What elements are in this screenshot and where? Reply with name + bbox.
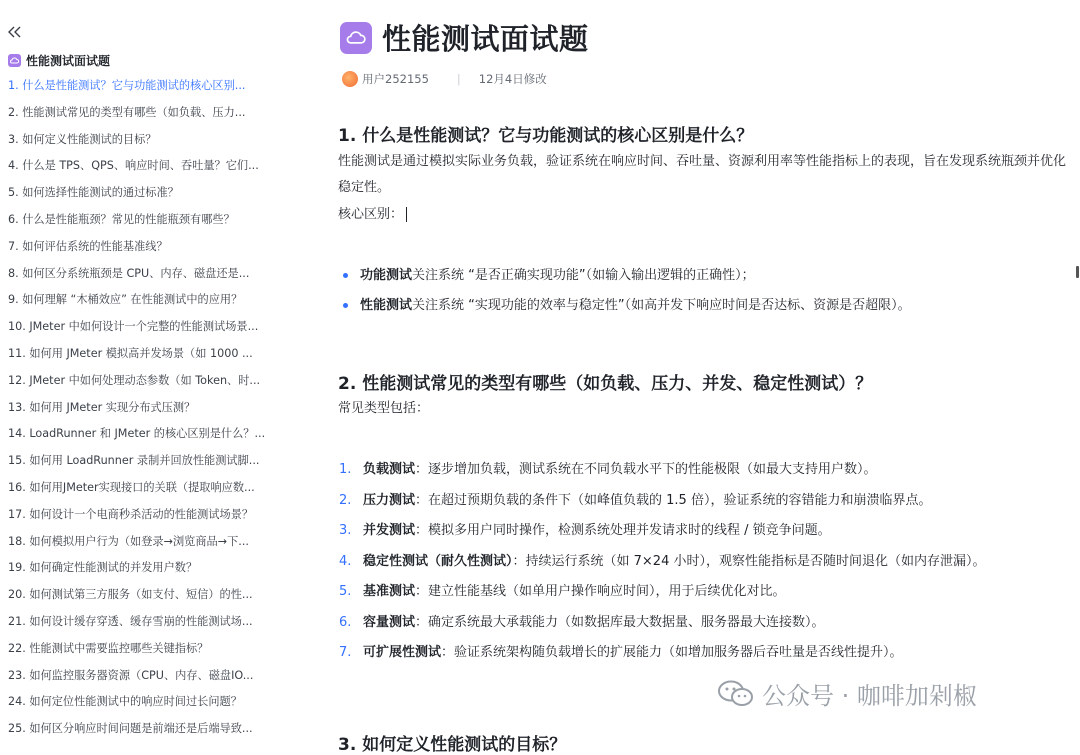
list-item[interactable] (338, 261, 1073, 291)
outline-item[interactable]: 12. JMeter 中如何处理动态参数（如 Token、时... (8, 373, 261, 387)
list-item[interactable] (338, 608, 1068, 639)
outline-root[interactable] (8, 51, 110, 69)
outline-item[interactable]: 10. JMeter 中如何设计一个完整的性能测试场景... (8, 320, 259, 334)
outline-item[interactable]: 5. 如何选择性能测试的通过标准？ (8, 186, 179, 200)
wechat-icon (716, 679, 756, 709)
item-text: ：持续运行系统（如 7×24 小时），观察性能指标是否随时间退化（如内存泄漏）。 (512, 553, 986, 569)
list-item[interactable] (338, 638, 1068, 669)
list-number: 5. (339, 584, 352, 599)
meta-divider: | (456, 72, 461, 86)
author-name[interactable]: 用户252155 (362, 72, 429, 86)
watermark-text: 公众号 · 咖啡加剁椒 (762, 682, 977, 710)
item-text: ：模拟多用户同时操作，检测系统处理并发请求时的线程 / 锁竞争问题。 (415, 523, 831, 538)
bullet-dot (343, 303, 348, 308)
section-1-paragraph[interactable]: 性能测试是通过模拟实际业务负载，验证系统在响应时间、吞吐量、资源利用率等性能指标上的表现，旨在发现系统瓶颈并优化稳定性。 (338, 154, 1067, 195)
cloud-doc-icon[interactable] (340, 22, 372, 54)
list-item[interactable] (338, 455, 1068, 486)
outline-item[interactable]: 2. 性能测试常见的类型有哪些（如负载、压力... (8, 105, 246, 119)
list-number: 4. (339, 553, 352, 569)
item-text: ：在超过预期负载的条件下（如峰值负载的 1.5 倍），验证系统的容错能力和崩溃临界点。 (415, 492, 932, 508)
section-1-bullets (338, 261, 1073, 321)
doc-meta (342, 71, 547, 87)
section-2-intro[interactable]: 常见类型包括： (338, 401, 430, 416)
item-term: 基准测试 (363, 584, 416, 599)
outline-item[interactable]: 24. 如何定位性能测试中的响应时间过长问题？ (8, 695, 242, 709)
item-term: 并发测试 (363, 523, 416, 538)
core-diff-line[interactable] (338, 202, 1068, 228)
list-number: 2. (339, 492, 352, 508)
bullet-term: 性能测试 (360, 298, 413, 313)
outline-item[interactable]: 9. 如何理解 “木桶效应” 在性能测试中的应用？ (8, 293, 243, 307)
outline-item[interactable]: 23. 如何监控服务器资源（CPU、内存、磁盘IO... (8, 668, 254, 682)
list-number: 6. (339, 614, 352, 630)
list-item[interactable] (338, 291, 1073, 321)
outline-item[interactable]: 16. 如何用JMeter实现接口的关联（提取响应数... (8, 480, 255, 494)
outline-item[interactable]: 15. 如何用 LoadRunner 录制并回放性能测试脚... (8, 454, 260, 468)
outline-item[interactable]: 1. 什么是性能测试？它与功能测试的核心区别... (8, 79, 246, 92)
list-item[interactable] (338, 516, 1068, 547)
item-term: 可扩展性测试 (363, 645, 442, 660)
item-term: 容量测试 (363, 614, 416, 630)
outline-item[interactable]: 22. 性能测试中需要监控哪些关键指标？ (8, 641, 209, 655)
outline-list (0, 73, 292, 743)
list-item[interactable] (338, 486, 1068, 517)
list-number: 3. (339, 523, 352, 538)
list-item[interactable] (338, 547, 1068, 578)
outline-item[interactable]: 14. LoadRunner 和 JMeter 的核心区别是什么？... (8, 427, 266, 441)
outline-item[interactable]: 21. 如何设计缓存穿透、缓存雪崩的性能测试场... (8, 614, 253, 628)
item-text: ：建立性能基线（如单用户操作响应时间），用于后续优化对比。 (415, 584, 786, 599)
outline-item[interactable]: 11. 如何用 JMeter 模拟高并发场景（如 1000 ... (8, 346, 253, 360)
outline-item[interactable]: 7. 如何评估系统的性能基准线？ (8, 239, 168, 253)
outline-item[interactable]: 13. 如何用 JMeter 实现分布式压测？ (8, 400, 196, 414)
modified-time: 12月4日修改 (478, 72, 547, 86)
outline-item[interactable]: 25. 如何区分响应时间问题是前端还是后端导致... (8, 722, 253, 736)
outline-item[interactable]: 8. 如何区分系统瓶颈是 CPU、内存、磁盘还是... (8, 266, 250, 280)
collapse-sidebar-icon[interactable] (7, 23, 23, 41)
outline-item[interactable]: 18. 如何模拟用户行为（如登录→浏览商品→下... (8, 534, 249, 548)
text-cursor (406, 207, 407, 222)
outline-item[interactable]: 6. 什么是性能瓶颈？常见的性能瓶颈有哪些？ (8, 212, 235, 226)
item-term: 稳定性测试（耐久性测试） (363, 553, 513, 569)
item-text: ：验证系统架构随负载增长的扩展能力（如增加服务器后吞吐量是否线性提升）。 (441, 645, 903, 660)
outline-item[interactable]: 19. 如何确定性能测试的并发用户数？ (8, 561, 198, 575)
outline-item[interactable]: 4. 什么是 TPS、QPS、响应时间、吞吐量？它们... (8, 159, 259, 173)
outline-item[interactable]: 3. 如何定义性能测试的目标？ (8, 132, 157, 146)
section-heading-2[interactable]: 2. 性能测试常见的类型有哪些（如负载、压力、并发、稳定性测试）？ (338, 374, 873, 394)
list-item[interactable] (338, 577, 1068, 608)
item-term: 负载测试 (363, 462, 416, 477)
sidebar-outline (0, 0, 292, 739)
cloud-doc-icon (8, 54, 21, 67)
doc-title-row (340, 17, 589, 58)
bullet-text: 关注系统 “实现功能的效率与稳定性”（如高并发下响应时间是否达标、资源是否超限）。 (412, 298, 911, 313)
section-2-list (338, 455, 1068, 669)
list-number: 1. (339, 462, 352, 477)
outline-item[interactable]: 20. 如何测试第三方服务（如支付、短信）的性... (8, 588, 253, 602)
bullet-text: 关注系统 “是否正确实现功能”（如输入输出逻辑的正确性）； (412, 268, 755, 283)
outline-item[interactable]: 17. 如何设计一个电商秒杀活动的性能测试场景？ (8, 507, 254, 521)
bullet-term: 功能测试 (360, 268, 413, 283)
item-term: 压力测试 (363, 492, 416, 508)
section-heading-3[interactable]: 3. 如何定义性能测试的目标？ (338, 735, 567, 755)
item-text: ：确定系统最大承载能力（如数据库最大数据量、服务器最大连接数）。 (415, 614, 825, 630)
section-heading-1[interactable]: 1. 什么是性能测试？它与功能测试的核心区别是什么？ (338, 126, 754, 146)
document-body (338, 0, 1080, 755)
drag-handle[interactable] (1076, 266, 1079, 278)
outline-root-label: 性能测试面试题 (26, 53, 111, 68)
list-number: 7. (339, 645, 352, 660)
core-diff-label: 核心区别： (338, 207, 404, 222)
avatar[interactable] (342, 71, 358, 87)
item-text: ：逐步增加负载，测试系统在不同负载水平下的性能极限（如最大支持用户数）。 (415, 462, 877, 477)
page-title[interactable]: 性能测试面试题 (382, 22, 589, 56)
watermark (716, 676, 977, 711)
bullet-dot (343, 273, 348, 278)
